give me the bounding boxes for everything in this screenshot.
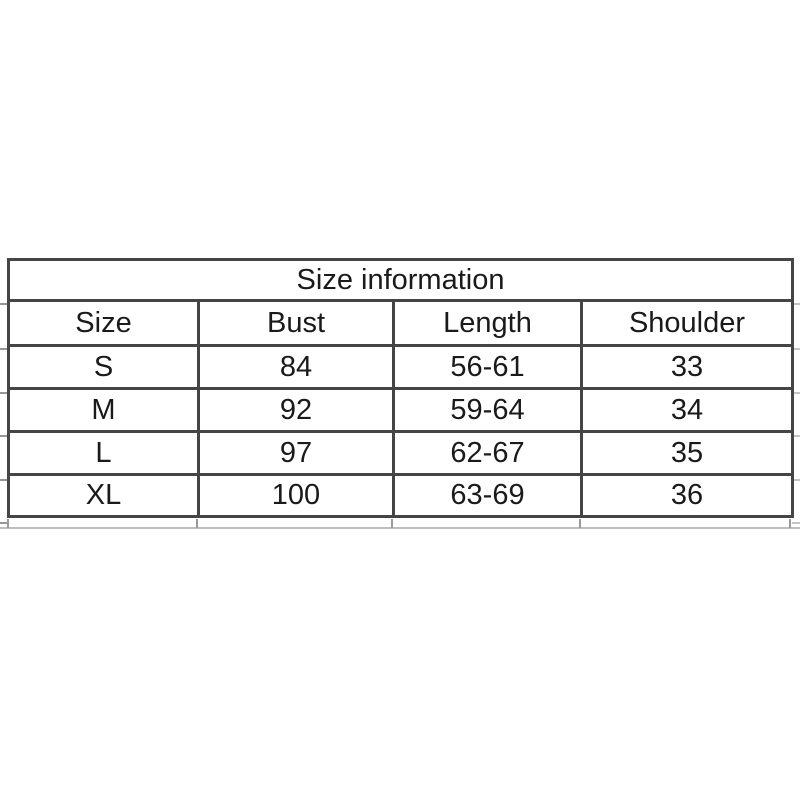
title-row [9,260,793,301]
column-header-bust: Bust [199,301,394,346]
table-row-s [9,346,793,389]
cell-length: 59-64 [394,389,582,432]
artifact-line [792,522,800,524]
table-title: Size information [9,260,793,301]
cell-size: S [9,346,199,389]
cell-shoulder: 36 [582,475,793,517]
table-row-xl [9,475,793,517]
cell-shoulder: 34 [582,389,793,432]
cell-bust: 84 [199,346,394,389]
cell-size: M [9,389,199,432]
cell-bust: 100 [199,475,394,517]
header-row [9,301,793,346]
cell-length: 56-61 [394,346,582,389]
size-table [7,258,794,518]
artifact-line [579,519,581,528]
cell-size: XL [9,475,199,517]
artifact-line [789,519,791,528]
table-row-m [9,389,793,432]
artifact-line [391,519,393,528]
cell-length: 62-67 [394,432,582,475]
artifact-line [7,519,9,528]
artifact-line [196,519,198,528]
cell-size: L [9,432,199,475]
cell-length: 63-69 [394,475,582,517]
column-header-length: Length [394,301,582,346]
cell-shoulder: 35 [582,432,793,475]
artifact-line [0,527,800,529]
cell-bust: 92 [199,389,394,432]
cell-shoulder: 33 [582,346,793,389]
column-header-size: Size [9,301,199,346]
table-row-l [9,432,793,475]
column-header-shoulder: Shoulder [582,301,793,346]
cell-bust: 97 [199,432,394,475]
